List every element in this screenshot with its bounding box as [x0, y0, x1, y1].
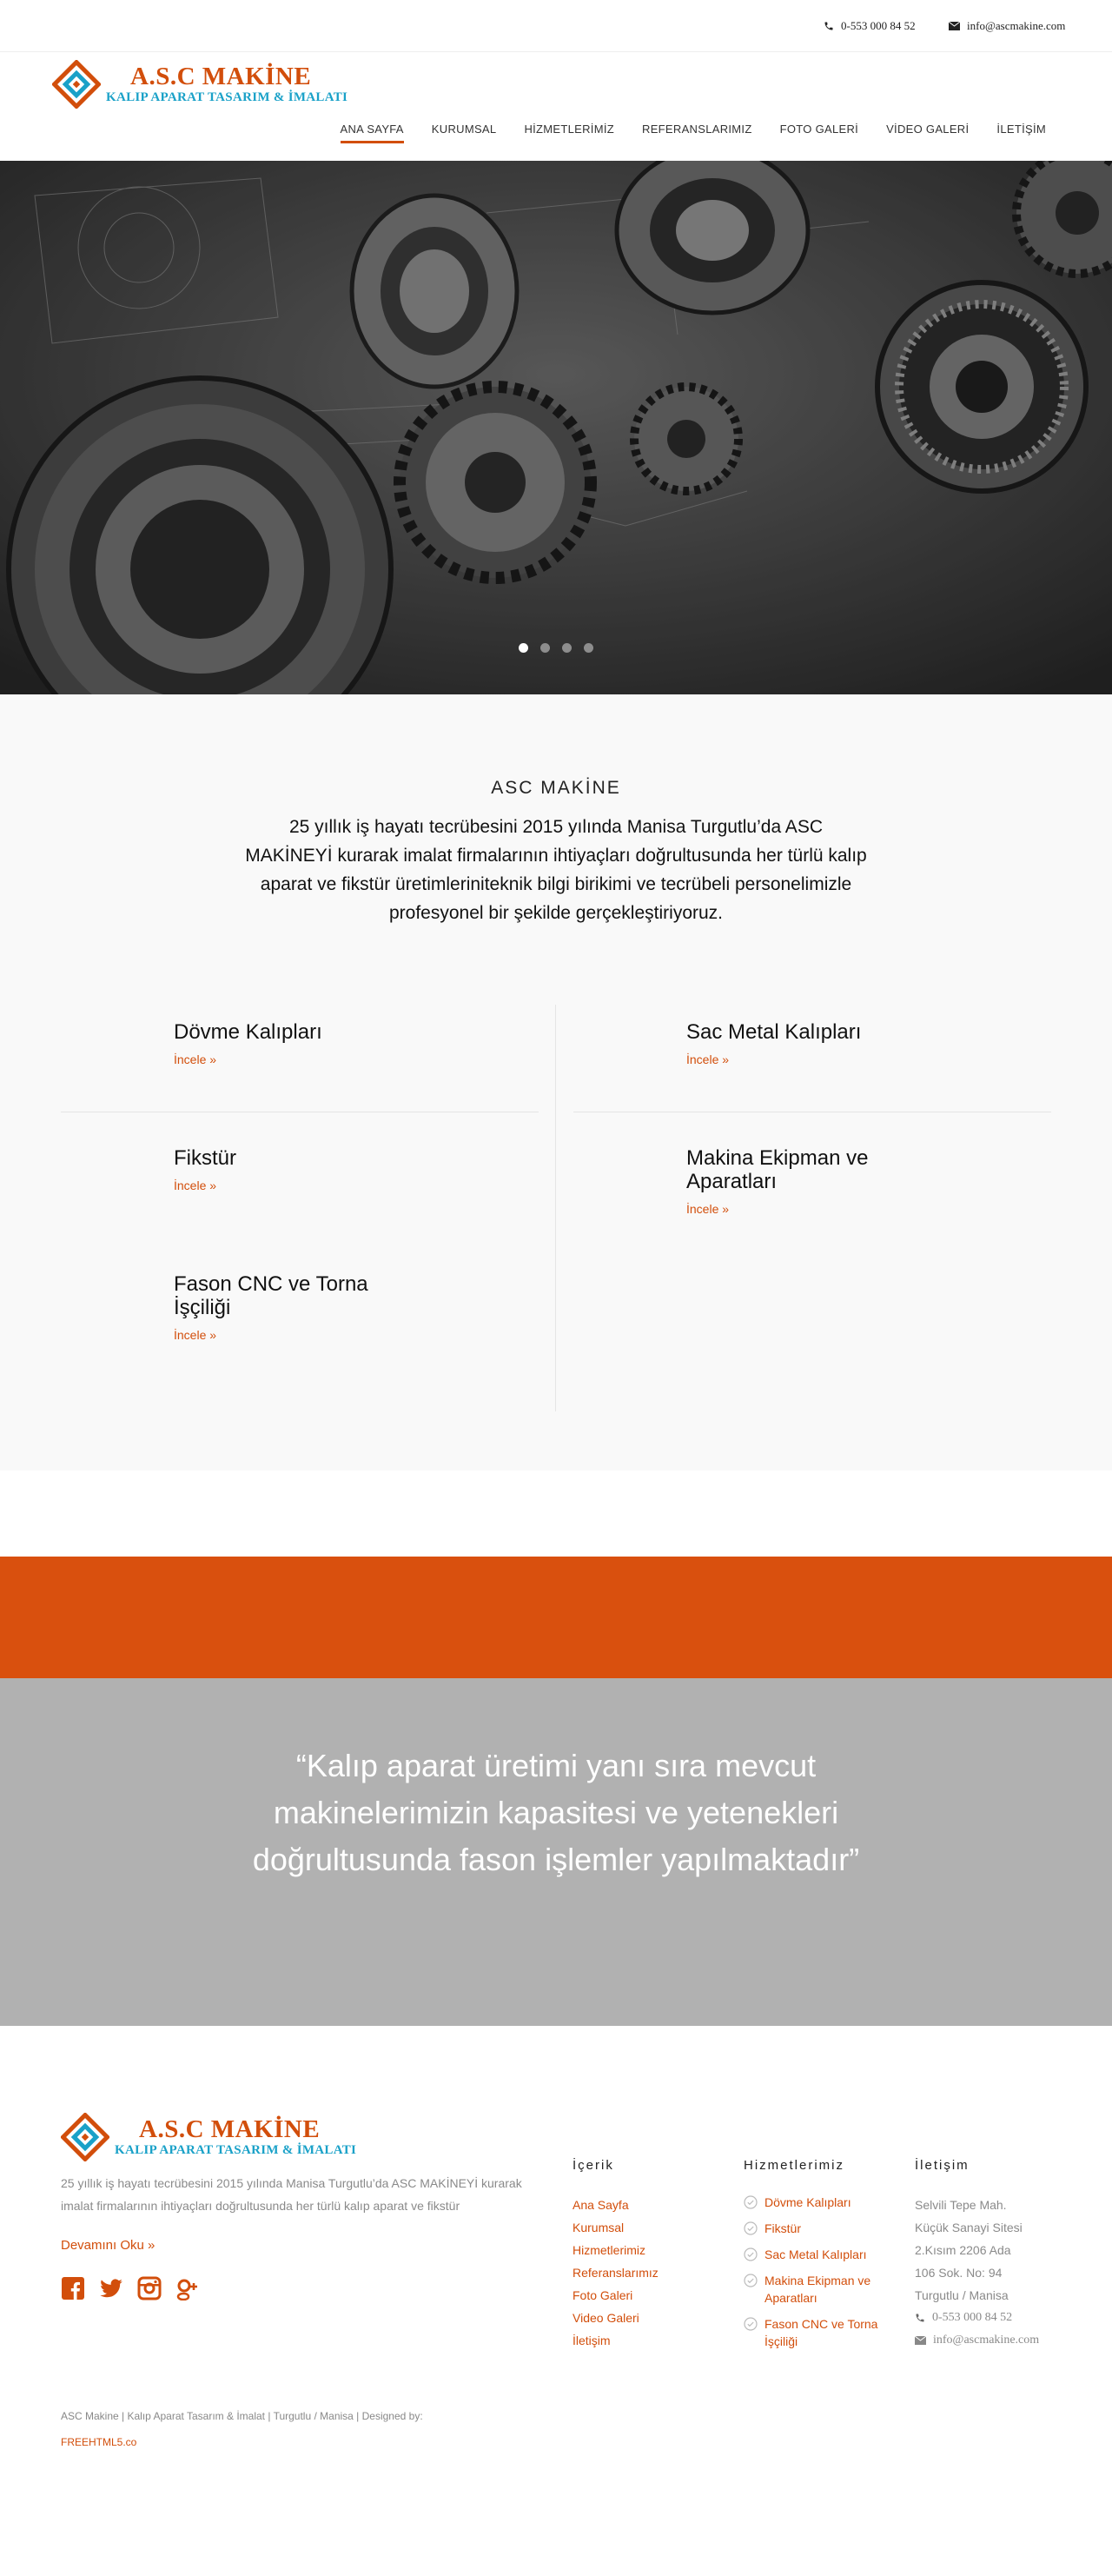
intro-title: ASC MAKİNE	[491, 778, 621, 798]
site-logo[interactable]	[52, 60, 348, 109]
nav-contact[interactable]: İLETİŞİM	[996, 123, 1046, 136]
service-card-makina	[686, 1146, 930, 1217]
facebook-icon[interactable]	[61, 2276, 85, 2300]
logo-mark-icon	[52, 60, 101, 109]
top-phone[interactable]	[824, 19, 916, 33]
service-more-link[interactable]: İncele »	[686, 1202, 730, 1216]
hero-gears-image	[0, 161, 1112, 694]
nav-references[interactable]: REFERANSLARIMIZ	[642, 123, 752, 136]
read-more-link[interactable]: Devamını Oku »	[61, 2238, 156, 2253]
address-line: 106 Sok. No: 94	[915, 2266, 1003, 2280]
footer-service-item[interactable]	[744, 2194, 883, 2211]
services-divider-vertical	[555, 1005, 556, 1411]
nav-home[interactable]: ANA SAYFA	[341, 123, 404, 143]
services-section	[0, 694, 1112, 1471]
address-line: Küçük Sanayi Sitesi	[915, 2221, 1023, 2234]
service-more-link[interactable]: İncele »	[686, 1052, 730, 1066]
footer-logo-tagline: KALIP APARAT TASARIM & İMALATI	[115, 2143, 357, 2157]
footer-logo-brand: A.S.C MAKİNE	[139, 2115, 321, 2143]
service-title: Dövme Kalıpları	[174, 1020, 322, 1044]
service-title: Makina Ekipman ve Aparatları	[686, 1146, 869, 1193]
service-title: Fason CNC ve Torna İşçiliği	[174, 1272, 368, 1319]
top-email-text: info@ascmakine.com	[967, 19, 1066, 32]
footer-link-references[interactable]: Referanslarımız	[573, 2266, 659, 2280]
footer-service-item[interactable]	[744, 2246, 883, 2263]
slider-dot-3[interactable]	[562, 643, 572, 653]
copyright	[61, 2403, 582, 2455]
footer-link-photo-gallery[interactable]: Foto Galeri	[573, 2288, 633, 2302]
slider-dot-2[interactable]	[540, 643, 550, 653]
footer-service-label: Fason CNC ve Torna İşçiliği	[764, 2317, 878, 2348]
logo-tagline: KALIP APARAT TASARIM & İMALATI	[106, 90, 348, 104]
phone-icon	[915, 2313, 925, 2323]
service-card-fikstur	[174, 1146, 434, 1193]
service-more-link[interactable]: İncele »	[174, 1178, 217, 1192]
footer-contact-column	[915, 2158, 1039, 2352]
copyright-text: ASC Makine | Kalıp Aparat Tasarım & İmalat | Turgutlu / Manisa | Designed by:	[61, 2410, 423, 2422]
nav-video-gallery[interactable]: VİDEO GALERİ	[886, 123, 970, 136]
intro-text: 25 yıllık iş hayatı tecrübesini 2015 yılında Manisa Turgutlu’da ASC MAKİNEYİ kurarak imalat firmalarının ihtiyaçları doğrultusunda her türlü kalıp aparat ve fikstür üretimleriniteknik bilgi birikimi ve tecrübeli personelimizle profesyonel bir şekilde gerçekleştiriyoruz.	[245, 817, 867, 923]
footer-service-label: Fikstür	[764, 2221, 801, 2235]
address-line: 2.Kısım 2206 Ada	[915, 2243, 1011, 2257]
slider-dot-4[interactable]	[584, 643, 593, 653]
logo-mark-icon	[61, 2113, 109, 2161]
google-plus-icon[interactable]	[175, 2276, 200, 2300]
service-title: Sac Metal Kalıpları	[686, 1020, 862, 1044]
footer-phone[interactable]	[915, 2307, 1039, 2329]
check-circle-icon	[744, 2274, 758, 2287]
footer-services-title: Hizmetlerimiz	[744, 2158, 844, 2173]
footer-services-column	[744, 2158, 883, 2359]
phone-icon	[824, 21, 834, 31]
logo-brand: A.S.C MAKİNE	[130, 63, 312, 90]
footer-content-title: İçerik	[573, 2158, 614, 2173]
top-phone-text: 0-553 000 84 52	[841, 19, 916, 32]
service-card-dovme	[174, 1020, 434, 1067]
footer-service-label: Makina Ekipman ve Aparatları	[764, 2274, 871, 2305]
main-nav	[341, 123, 1046, 143]
footer-service-label: Sac Metal Kalıpları	[764, 2247, 867, 2261]
slider-dots	[0, 643, 1112, 653]
footer-link-home[interactable]: Ana Sayfa	[573, 2198, 629, 2212]
instagram-icon[interactable]	[137, 2276, 162, 2300]
footer-content-column	[573, 2158, 659, 2352]
check-circle-icon	[744, 2247, 758, 2261]
quote-section	[0, 1678, 1112, 2026]
service-more-link[interactable]: İncele »	[174, 1052, 217, 1066]
footer-link-video-gallery[interactable]: Video Galeri	[573, 2311, 639, 2325]
envelope-icon	[949, 22, 960, 30]
service-title: Fikstür	[174, 1146, 236, 1170]
nav-photo-gallery[interactable]: FOTO GALERİ	[779, 123, 859, 136]
service-card-fason-cnc	[174, 1272, 417, 1343]
footer-email[interactable]	[915, 2329, 1039, 2352]
designer-link[interactable]: FREEHTML5.co	[61, 2436, 137, 2448]
footer-phone-text: 0-553 000 84 52	[932, 2311, 1013, 2324]
header	[0, 53, 1112, 161]
footer-service-item[interactable]	[744, 2272, 883, 2307]
footer-link-contact[interactable]: İletişim	[573, 2334, 611, 2347]
service-card-sac-metal	[686, 1020, 947, 1067]
slider-dot-1[interactable]	[519, 643, 528, 653]
service-more-link[interactable]: İncele »	[174, 1328, 217, 1342]
footer	[0, 2026, 1112, 2576]
footer-link-services[interactable]: Hizmetlerimiz	[573, 2243, 645, 2257]
nav-services[interactable]: HİZMETLERİMİZ	[524, 123, 615, 136]
footer-logo[interactable]	[61, 2113, 356, 2161]
footer-link-about[interactable]: Kurumsal	[573, 2221, 625, 2234]
quote-text: “Kalıp aparat üretimi yanı sıra mevcut makinelerimizin kapasitesi ve yetenekleri doğrultusunda fason işlemler yapılmaktadır”	[252, 1748, 860, 1877]
address-line: Selvili Tepe Mah.	[915, 2198, 1007, 2212]
footer-about-text: 25 yıllık iş hayatı tecrübesini 2015 yılında Manisa Turgutlu’da ASC MAKİNEYİ kurarak imalat firmalarının ihtiyaçları doğrultusunda her türlü kalıp aparat ve fikstür	[61, 2176, 522, 2213]
envelope-icon	[915, 2336, 926, 2345]
social-links	[61, 2276, 200, 2300]
footer-service-item[interactable]	[744, 2220, 883, 2237]
address-line: Turgutlu / Manisa	[915, 2288, 1009, 2302]
nav-about[interactable]: KURUMSAL	[431, 123, 497, 136]
check-circle-icon	[744, 2221, 758, 2235]
footer-contact-title: İletişim	[915, 2158, 970, 2173]
footer-service-label: Dövme Kalıpları	[764, 2195, 851, 2209]
check-circle-icon	[744, 2317, 758, 2331]
top-email[interactable]	[949, 19, 1065, 33]
accent-band	[0, 1557, 1112, 1678]
twitter-icon[interactable]	[99, 2276, 123, 2300]
check-circle-icon	[744, 2195, 758, 2209]
top-bar	[0, 0, 1112, 52]
footer-service-item[interactable]	[744, 2315, 883, 2350]
footer-email-text: info@ascmakine.com	[933, 2334, 1040, 2347]
hero-slider[interactable]	[0, 161, 1112, 694]
